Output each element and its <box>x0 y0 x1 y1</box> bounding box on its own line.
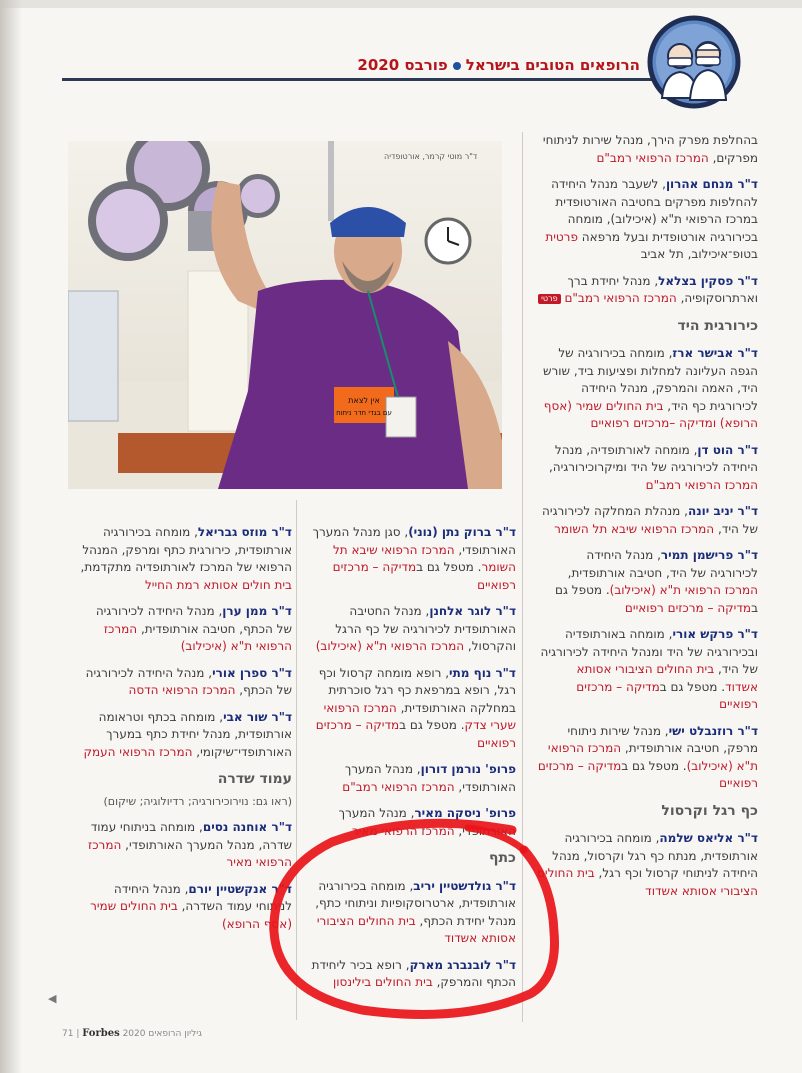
institution-name: בית החולים הציבורי אסותא אשדוד <box>316 913 516 945</box>
entry-text: . מטפל גם ב <box>555 583 758 615</box>
entry-text: , מומחה לאורתופדיה, מנהל היחידה לכירורגיה של היד ומיקרוכירורגיה, <box>548 442 758 474</box>
list-item <box>536 176 758 264</box>
doctor-name: ד"ר פסקין בצלאל <box>658 273 758 288</box>
header-rule <box>62 78 662 81</box>
section-heading: כתף <box>489 850 516 866</box>
list-item <box>80 603 292 656</box>
entry-text: , מנהל היחידה לניתוחי עמוד השדרה, <box>113 881 292 913</box>
list-item <box>304 603 516 656</box>
doctor-name: ד"ר אוחנה נסים <box>202 820 292 834</box>
doctor-name: ד"ר שור אבי <box>223 709 292 724</box>
section-heading: כף רגל וקרסול <box>661 802 758 819</box>
page-number: 71 <box>62 1029 74 1039</box>
entry-text: , מומחה בכירורגיה אורתופדית, מנתח כף רגל וקרסול, מנהל היחידה לניתוחי קרסול וכף רגל, <box>552 831 758 880</box>
section-heading: כירורגית היד <box>677 317 758 334</box>
institution-name: בית החולים שמיר (אסף הרופא) <box>90 899 292 931</box>
entry-text: , מנהל היחידה לכירורגיה של הכתף, חטיבה אורתופדית, <box>95 604 292 636</box>
entry-text: , מומחה בכירורגיה אורתופדית, ארטרוסקופיות וניתוחי כתף, מנהל יחידת הכתף, <box>315 878 516 928</box>
entry-text: . מטפל גם ב <box>621 758 687 773</box>
list-item <box>536 345 758 433</box>
entry-text: , רופא בכיר ליחידת הכתף והמרפק, <box>311 957 516 989</box>
entry-text: , מנהל היחידה לכירורגיה של הכתף, <box>85 665 292 697</box>
institution-name: בית חולים אסותא רמת החייל <box>144 577 292 592</box>
institution-name: המרכז הרפואי העמק <box>83 744 193 759</box>
entry-text: , מומחה באורתופדיה ובכירורגיה של היד ומנהל היחידה לכירורגיה של היד, <box>540 627 758 676</box>
running-header <box>357 56 640 74</box>
page-footer: 71 | Forbes 2020 גיליון הרופאים <box>62 1028 202 1039</box>
entry-text: . מטפל גם ב <box>659 679 726 694</box>
institution-name: מדיקה – מרכזים רפואיים <box>332 560 516 592</box>
entry-text: , רופא מומחה קרסול וכף רגל, רופא במרפאת כף רגל סוכרתית במחלקה האורתופדית, <box>318 665 516 715</box>
entry-text: , סגן מנהל המערך האורתופדי, <box>312 525 516 557</box>
header-title: הרופאים הטובים בישראל <box>465 56 640 74</box>
list-item <box>80 709 292 762</box>
private-badge: פרטי <box>538 294 561 304</box>
doctor-name: ד"ר ספרן אורי <box>212 665 292 680</box>
institution-name: המרכז הרפואי ת"א (איכילוב) <box>609 583 758 597</box>
institution-name: פרטית <box>545 229 578 244</box>
column-right <box>536 132 758 909</box>
institution-name: המרכז הרפואי שיבא תל השומר <box>332 542 516 574</box>
entry-text: , מומחה בכירורגיה של הגפה העליונה למחלות ופציעות ביד, שורש היד, האמה והמרפק, מנהל היחידה לכירורגית כף היד, <box>542 346 758 413</box>
list-item <box>80 524 292 594</box>
entry-text: , מנהל המערך האורתופדי, <box>344 762 516 794</box>
entry-text: בהחלפת מפרק הירך, מנהל שירות לניתוחי מפרקים, <box>542 133 758 165</box>
institution-name: מדיקה – מרכזים רפואיים <box>576 679 758 711</box>
badge-text-line2: עם בגדי חדר ניתוח <box>336 409 392 417</box>
wall-clock-icon <box>426 219 470 263</box>
entry-text: . מטפל גם ב <box>399 718 465 732</box>
doctor-name: ד"ר פרקש אורי <box>672 627 758 641</box>
surgeon-photo <box>68 141 502 489</box>
list-item <box>304 665 516 753</box>
institution-name: מדיקה – מרכזים רפואיים <box>537 758 758 790</box>
entry-text: , מנהל המערך האורתופדי, <box>338 806 516 838</box>
footer-issue: 2020 גיליון הרופאים <box>122 1029 202 1039</box>
institution-name: מדיקה – מרכזים רפואיים <box>624 600 752 615</box>
institution-name: המרכז הרפואי רמב"ם <box>342 779 455 794</box>
institution-name: מדיקה – מרכזים רפואיים <box>315 718 516 750</box>
doctor-name: ד"ר נוף מתי <box>449 665 516 680</box>
institution-name: המרכז הרפואי ת"א (איכילוב) <box>103 621 292 653</box>
header-dot-icon <box>453 62 461 70</box>
list-item <box>304 957 516 992</box>
doctor-name: ד"ר לובנברג מארק <box>409 957 516 972</box>
entry-text: , לשעבר מנהל היחידה להחלפות מפרקים בחטיבה האורטופדית במרכז הרפואי ת"א (איכילוב), מומחה בכירורגיה אורטופדית ובעל מרפאה <box>551 177 758 244</box>
entry-text: . מטפל גם ב <box>416 560 482 574</box>
entry-text: , מומחה בכתף וטראומה אורתופדית, מנהל יחידת כתף במערך האורתופדי־שיקומי, <box>98 709 292 759</box>
entry-text: בטופ־איכילוב, תל אביב <box>640 247 758 261</box>
entry-text: , מנהל יחידת ברך וארתרוסקופיה, <box>567 273 758 305</box>
institution-name: המרכז הרפואי רמב"ם <box>645 477 758 492</box>
entry-text: , מנהל החטיבה האורתופדית לכירורגיה של כף הרגל והקרסול, <box>335 604 516 653</box>
list-item <box>536 723 758 793</box>
institution-name: המרכז הרפואי שערי צדק <box>323 700 516 732</box>
institution-name: בית החולים הציבורי אסותא אשדוד <box>576 662 758 694</box>
institution-name: המרכז הרפואי הדסה <box>128 683 236 697</box>
entry-text: , מומחה בכירורגיה אורתופדית, כירורגית כתף ומרפק, המנהל הרפואי של המרכז לאורתופדיה מתקדמת, <box>80 525 292 574</box>
page-arrow-icon: ◀ <box>48 992 57 1005</box>
section-heading: עמוד שדרה <box>217 771 292 787</box>
doctor-name: ד"ר יניב יונה <box>687 504 758 518</box>
doctor-name: ד"ר מנחם אהרון <box>665 177 758 191</box>
doctor-name: ד"ר פרישמן תמיר <box>660 548 758 562</box>
top-edge <box>0 0 802 8</box>
list-item <box>536 830 758 900</box>
list-item <box>304 878 516 948</box>
doctor-name: ד"ר רוזנבלט ישי <box>668 723 758 738</box>
list-item <box>536 503 758 538</box>
institution-name: המרכז הרפואי מאיר <box>351 823 455 838</box>
institution-name: המרכז הרפואי ת"א (איכילוב) <box>315 639 465 653</box>
doctor-name: ד"ר לוגר אלחנן <box>429 604 516 618</box>
list-item <box>536 626 758 714</box>
column-divider <box>522 132 523 1022</box>
doctor-name: ד"ר גולדשטיין יריב <box>413 878 516 893</box>
doctor-name: ד"ר אליאס שלמה <box>659 831 758 845</box>
list-item <box>80 819 292 872</box>
doctor-name: ד"ר הוט דן <box>697 442 758 457</box>
institution-name: בית החולים בילינסון <box>332 975 433 989</box>
see-also-reference: (ראו גם: נוירוכירורגיה; רדיולוגיה; שיקום) <box>103 794 292 808</box>
institution-name: המרכז הרפואי שיבא תל השומר <box>554 521 715 536</box>
entry-text: , מומחה בניתוחי עמוד שדרה, מנהל המערך האורתופדי, <box>90 820 292 852</box>
list-item <box>304 524 516 594</box>
entry-text: , מנהלת המחלקה לכירורגיה של היד, <box>542 504 758 536</box>
institution-name: המרכז הרפואי רמב"ם <box>596 150 709 165</box>
institution-name: בית החולים הציבורי אסותא אשדוד <box>536 866 758 898</box>
institution-name: המרכז הרפואי ת"א (איכילוב) <box>547 741 758 773</box>
list-item <box>80 881 292 934</box>
doctor-name: פרופ' נורמן דורון <box>420 762 516 776</box>
doctor-name: ד"ר אנקשטיין יורם <box>188 881 292 896</box>
doctor-name: פרופ' ניסקה מאיר <box>414 806 516 820</box>
list-item <box>80 665 292 700</box>
page-gutter-shadow <box>0 0 22 1073</box>
column-left <box>80 524 292 942</box>
institution-name: המרכז הרפואי מאיר <box>88 837 292 869</box>
list-item <box>304 761 516 796</box>
list-item <box>536 547 758 617</box>
institution-name: בית החולים שמיר (אסף הרופא) ומדיקה –מרכזים רפואיים <box>543 398 758 430</box>
footer-brand: Forbes <box>82 1028 120 1039</box>
doctor-name: ד"ר ברוק נתן (נוני) <box>408 525 516 539</box>
list-item <box>536 273 758 308</box>
entry-text: , מנהל היחידה לכירורגיה של היד, חטיבה אורתופדית, <box>567 548 758 580</box>
doctor-name: ד"ר ממן ערן <box>222 604 292 618</box>
doctor-name: ד"ר מוזס גבריאל <box>197 525 292 539</box>
column-middle <box>304 524 516 1001</box>
column-divider <box>296 500 297 1020</box>
badge-text-line1: אין לצאת <box>348 396 380 405</box>
list-item <box>536 442 758 495</box>
photo-caption: ד"ר מוטי קרמר, אורטופדיה <box>384 152 478 161</box>
list-item <box>304 805 516 840</box>
list-item <box>536 132 758 167</box>
doctor-name: ד"ר אבישר ארז <box>672 346 758 360</box>
entry-text: , מנהל שירות ניתוחי מרפק, חטיבה אורתופדית, <box>567 723 758 755</box>
header-brand: פורבס 2020 <box>357 56 448 74</box>
institution-name: המרכז הרפואי רמב"ם <box>564 291 677 305</box>
doctors-logo-icon <box>644 14 744 110</box>
